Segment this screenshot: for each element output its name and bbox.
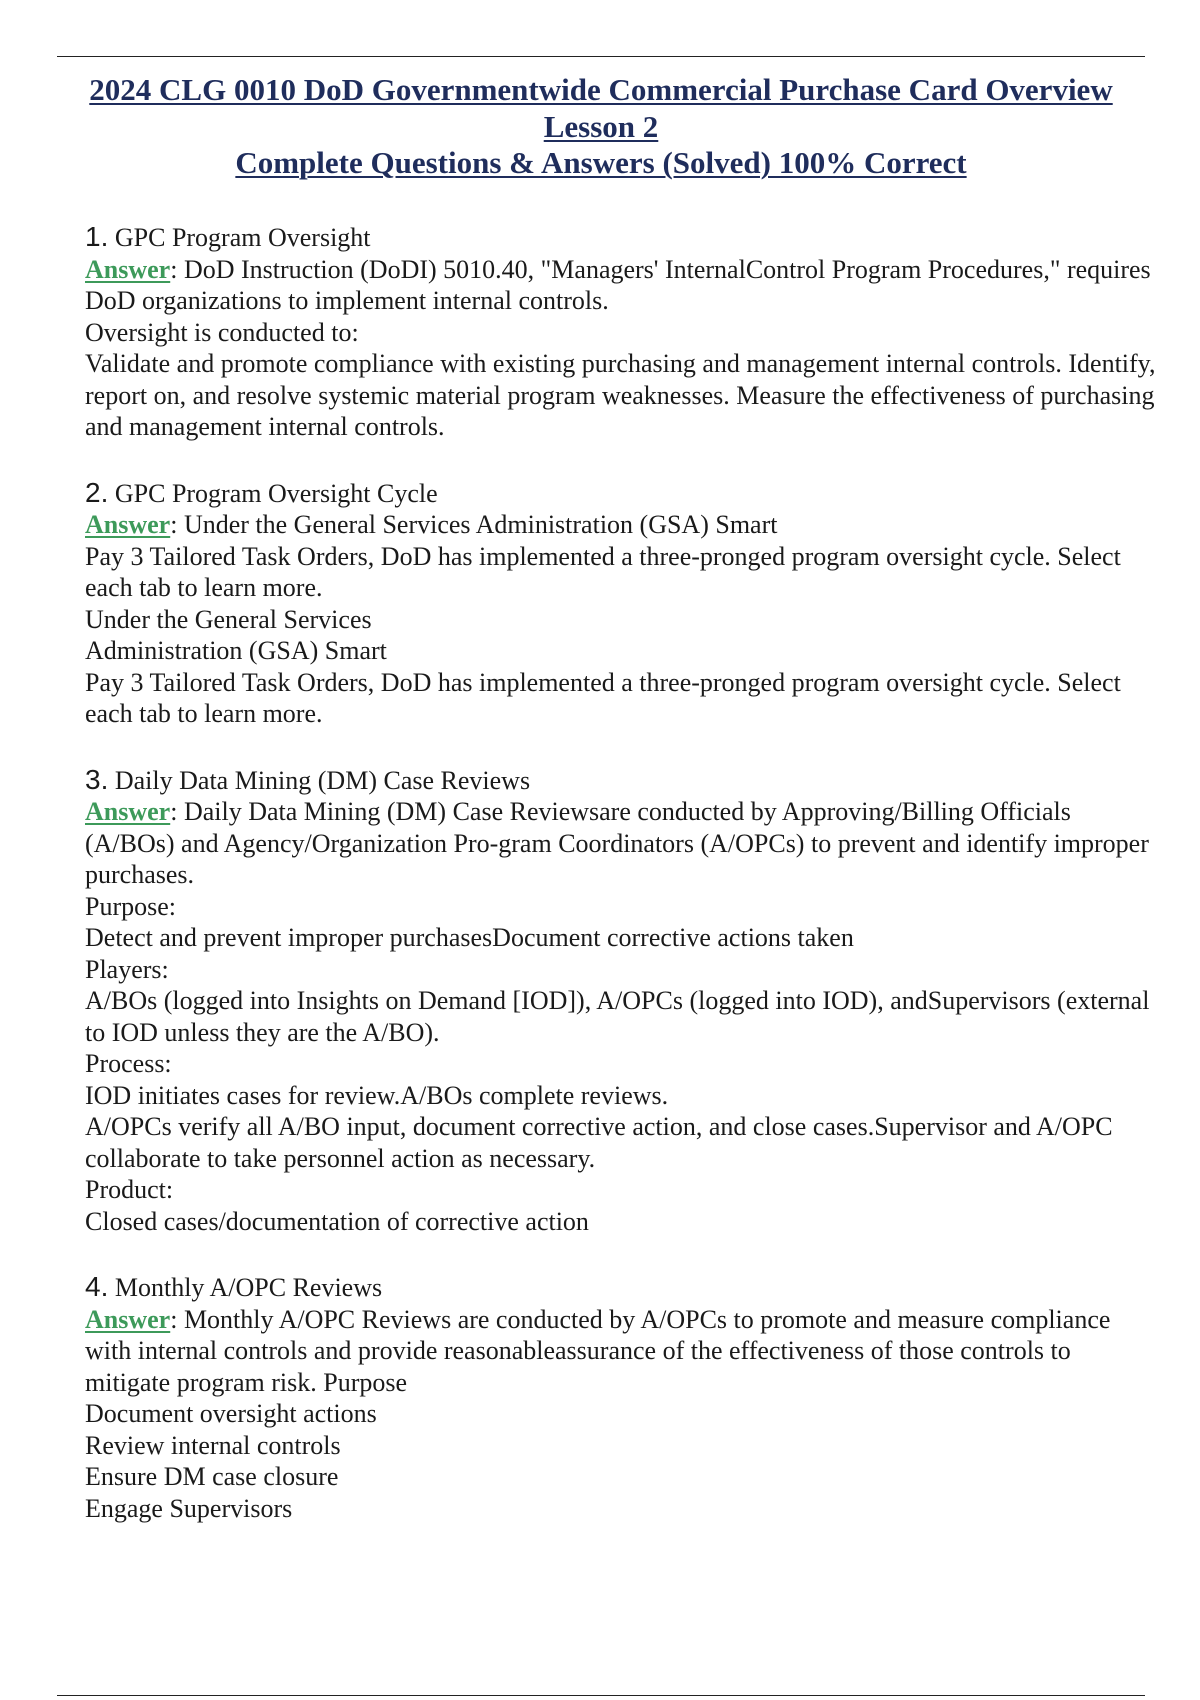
answer-text: : DoD Instruction (DoDI) 5010.40, "Managers' InternalControl Program Procedures," requires DoD organizations to implement internal controls.: [85, 254, 1151, 315]
answer-label: Answer: [85, 1304, 171, 1334]
answer-line: Purpose:: [85, 891, 176, 921]
top-rule: [57, 56, 1145, 57]
title-line-3: Complete Questions & Answers (Solved) 100% Correct: [235, 145, 967, 180]
question-text: Monthly A/OPC Reviews: [114, 1273, 383, 1302]
answer-text: : Daily Data Mining (DM) Case Reviewsare conducted by Approving/Billing Officials (A/BOs) and Agency/Organization Pro-gram Coordinators (A/OPCs) to prevent and identify improper purchases.: [85, 797, 1149, 889]
answer: [85, 1304, 1160, 1399]
answer-line: A/OPCs verify all A/BO input, document corrective action, and close cases.Supervisor and A/OPC collaborate to take personnel action as necessary.: [85, 1112, 1113, 1173]
answer-line: Product:: [85, 1175, 174, 1204]
question-number: 1.: [85, 221, 109, 252]
answer-line: Closed cases/documentation of corrective action: [85, 1206, 589, 1236]
bottom-rule: [57, 1695, 1145, 1696]
answer: [85, 796, 1160, 891]
qa-item-1: [85, 221, 1160, 443]
answer-line: Administration (GSA) Smart: [85, 636, 387, 665]
question: [85, 221, 1160, 254]
qa-item-3: [85, 764, 1160, 1238]
question-number: 2.: [85, 476, 109, 508]
title-line-1: 2024 CLG 0010 DoD Governmentwide Commercial Purchase Card Overview: [89, 72, 1113, 107]
answer-line: A/BOs (logged into Insights on Demand [IOD]), A/OPCs (logged into IOD), andSupervisors (external to IOD unless they are the A/BO).: [85, 986, 1150, 1047]
qa-item-4: [85, 1271, 1160, 1524]
question: [85, 1271, 1160, 1304]
answer-text: : Under the General Services Administration (GSA) Smart: [170, 510, 778, 539]
question-text: GPC Program Oversight Cycle: [114, 478, 438, 508]
answer-label: Answer: [85, 797, 171, 826]
answer-text: : Monthly A/OPC Reviews are conducted by A/OPCs to promote and measure compliance with internal controls and provide reasonableassurance of the effectiveness of those controls to mitigate program risk. Purpose: [85, 1304, 1111, 1397]
answer-line: Oversight is conducted to:: [85, 317, 359, 347]
answer-line: Under the General Services: [85, 604, 372, 634]
answer-line: Players:: [85, 954, 169, 984]
question-text: Daily Data Mining (DM) Case Reviews: [114, 765, 531, 795]
document-title: [57, 72, 1145, 182]
answer-line: Detect and prevent improper purchasesDocument corrective actions taken: [85, 923, 854, 952]
answer-line: Ensure DM case closure: [85, 1462, 339, 1491]
question-number: 3.: [85, 763, 109, 795]
question-text: GPC Program Oversight: [114, 223, 371, 252]
answer-label: Answer: [85, 254, 171, 284]
answer-line: Engage Supervisors: [85, 1493, 293, 1523]
answer: [85, 509, 1160, 541]
qa-list: [85, 221, 1160, 1558]
answer: [85, 254, 1160, 317]
title-line-2: Lesson 2: [543, 108, 659, 144]
qa-item-2: [85, 477, 1160, 730]
answer-line: Pay 3 Tailored Task Orders, DoD has implemented a three-pronged program oversight cycle. Select each tab to learn more.: [85, 667, 1121, 728]
question: [85, 764, 1160, 797]
answer-line: Review internal controls: [85, 1430, 341, 1460]
answer-label: Answer: [85, 510, 171, 539]
question: [85, 477, 1160, 510]
answer-line: IOD initiates cases for review.A/BOs complete reviews.: [85, 1080, 669, 1110]
answer-line: Process:: [85, 1049, 172, 1078]
question-number: 4.: [85, 1271, 109, 1302]
answer-line: Document oversight actions: [85, 1399, 377, 1428]
answer-line: Pay 3 Tailored Task Orders, DoD has implemented a three-pronged program oversight cycle. Select each tab to learn more.: [85, 541, 1121, 602]
answer-line: Validate and promote compliance with existing purchasing and management internal controls. Identify, report on, and resolve systemic material program weaknesses. Measure the effectiveness of purchasing and management internal controls.: [85, 349, 1156, 441]
